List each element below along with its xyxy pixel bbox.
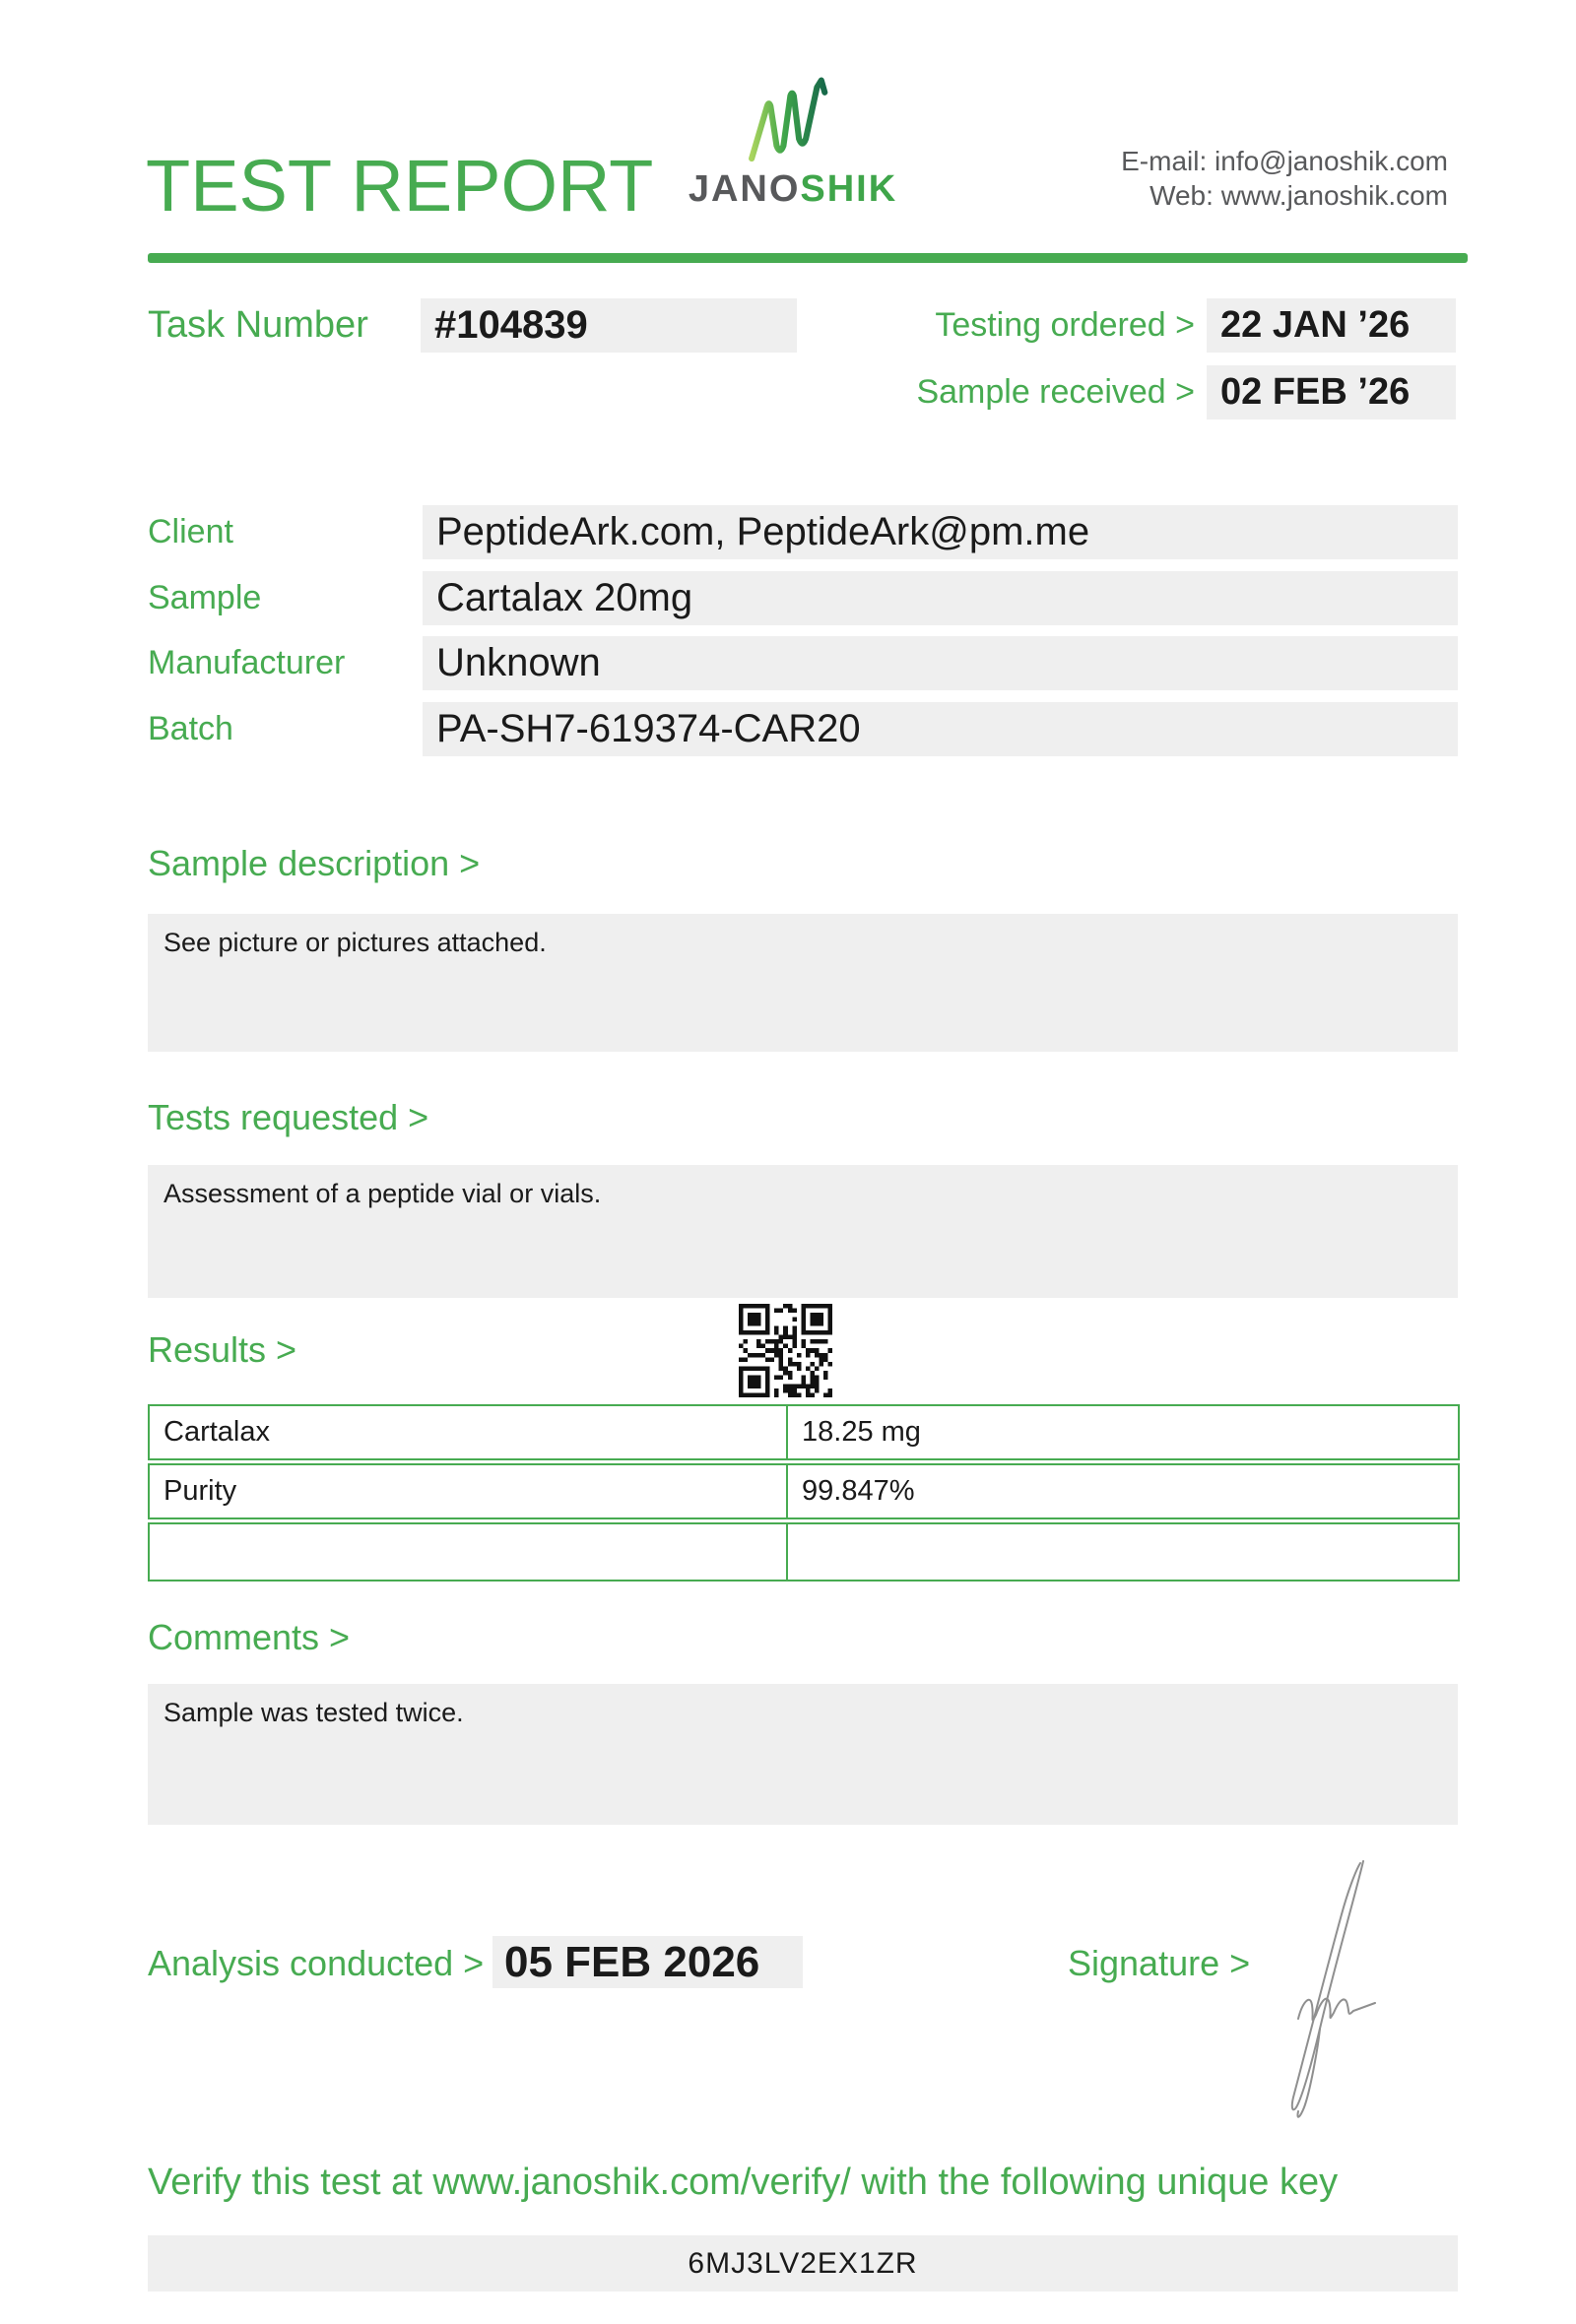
qr-code (739, 1304, 832, 1397)
sample-description-box (148, 914, 1458, 1052)
sample-description-heading: Sample description > (148, 843, 481, 883)
batch-field (423, 702, 1458, 756)
result-value-cell (788, 1465, 1458, 1517)
sample-received-label: Sample received > (916, 373, 1195, 411)
testing-ordered-field (1207, 298, 1456, 353)
result-name: Cartalax (164, 1416, 270, 1448)
signature-label: Signature > (1068, 1943, 1251, 1983)
task-number-field (421, 298, 797, 353)
tests-requested-box (148, 1165, 1458, 1298)
sample-field (423, 571, 1458, 625)
logo-wordmark-jano: JANO (688, 168, 801, 210)
analysis-conducted-label: Analysis conducted > (148, 1943, 485, 1983)
contact-email: E-mail: info@janoshik.com (1121, 146, 1448, 176)
testing-ordered-value: 22 JAN ’26 (1220, 304, 1411, 346)
contact-web: Web: www.janoshik.com (1149, 180, 1448, 211)
analysis-date-value: 05 FEB 2026 (504, 1938, 760, 1986)
result-value-cell (788, 1524, 1458, 1580)
batch-value: PA-SH7-619374-CAR20 (436, 707, 861, 750)
client-value: PeptideArk.com, PeptideArk@pm.me (436, 510, 1090, 553)
result-name-cell (150, 1406, 788, 1458)
page-title: TEST REPORT (146, 145, 654, 226)
verify-instruction: Verify this test at www.janoshik.com/verify/ with the following unique key (148, 2162, 1339, 2203)
result-name-cell (150, 1465, 788, 1517)
result-name-cell (150, 1524, 788, 1580)
header-divider (148, 253, 1468, 263)
contact-info (1121, 144, 1448, 213)
sample-label: Sample (148, 579, 262, 616)
task-number-value: #104839 (434, 303, 588, 347)
sample-received-value: 02 FEB ’26 (1220, 371, 1411, 413)
table-row (148, 1404, 1460, 1460)
tests-requested-text: Assessment of a peptide vial or vials. (164, 1179, 602, 1208)
janoshik-logo (688, 75, 898, 211)
verify-key-value: 6MJ3LV2EX1ZR (688, 2247, 918, 2280)
client-field (423, 505, 1458, 559)
sample-received-field (1207, 365, 1456, 420)
verify-key-field (148, 2235, 1458, 2292)
batch-label: Batch (148, 710, 233, 747)
testing-ordered-label: Testing ordered > (935, 306, 1195, 344)
manufacturer-label: Manufacturer (148, 644, 346, 681)
task-number-label: Task Number (148, 304, 368, 346)
client-label: Client (148, 513, 233, 550)
results-table (148, 1404, 1460, 1584)
table-row (148, 1463, 1460, 1519)
logo-wordmark-shik: SHIK (800, 168, 898, 210)
result-name: Purity (164, 1475, 237, 1507)
results-heading: Results > (148, 1329, 297, 1370)
sample-value: Cartalax 20mg (436, 576, 693, 619)
manufacturer-value: Unknown (436, 641, 601, 684)
logo-wordmark (688, 168, 898, 211)
sample-description-text: See picture or pictures attached. (164, 928, 547, 957)
analysis-date-field (492, 1936, 803, 1988)
result-value: 18.25 mg (802, 1416, 921, 1448)
table-row (148, 1522, 1460, 1582)
result-value: 99.847% (802, 1475, 915, 1507)
comments-text: Sample was tested twice. (164, 1698, 464, 1727)
growth-chart-icon (746, 75, 840, 161)
signature-image (1269, 1853, 1382, 2127)
comments-box (148, 1684, 1458, 1825)
comments-heading: Comments > (148, 1617, 351, 1657)
manufacturer-field (423, 636, 1458, 690)
tests-requested-heading: Tests requested > (148, 1097, 429, 1137)
result-value-cell (788, 1406, 1458, 1458)
